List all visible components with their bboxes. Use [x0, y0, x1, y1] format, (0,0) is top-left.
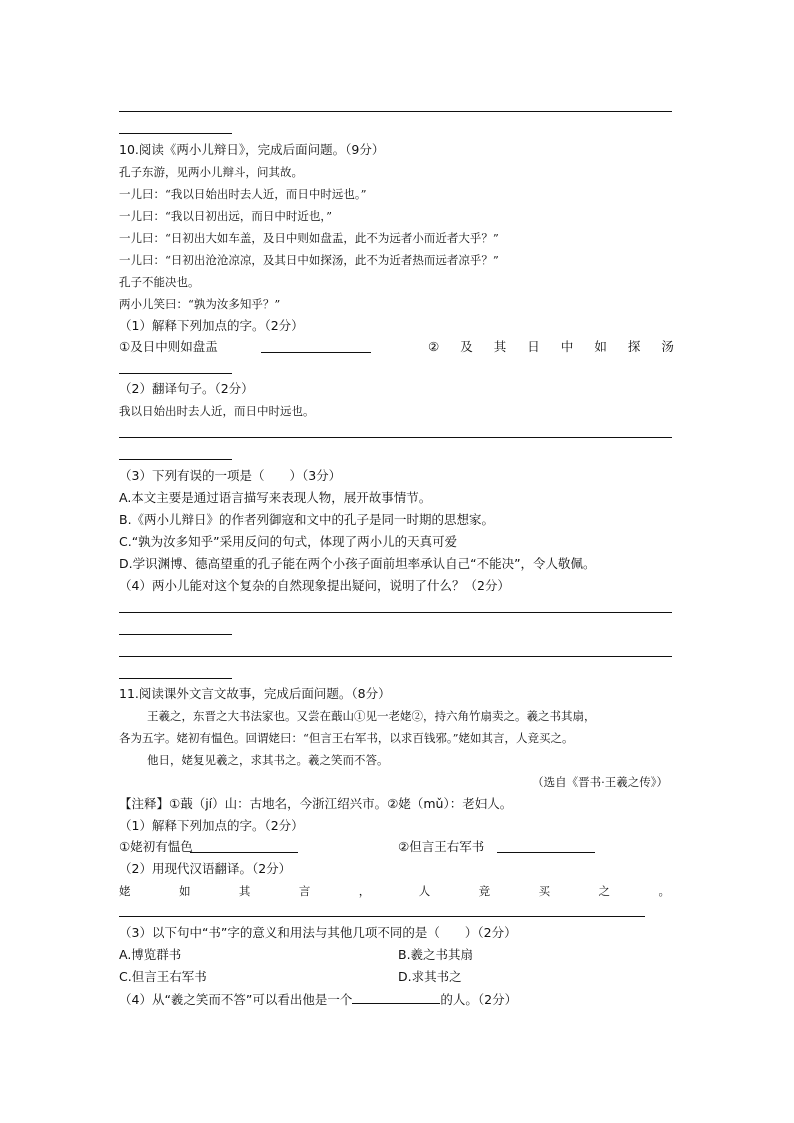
- q11-sub2-prompt: （2）用现代汉语翻译。（2分）: [119, 861, 292, 876]
- char: 中: [560, 339, 574, 354]
- q10-sub1-answer-blank-b[interactable]: [119, 373, 232, 374]
- q11-sub4-prompt-after: 的人。（2分）: [440, 992, 518, 1007]
- q10-passage-line: 一儿曰：“我以日初出远，而日中时近也，”: [119, 209, 333, 223]
- q11-sub3-option-a: A.博览群书: [119, 947, 182, 962]
- q11-sub3-prompt: （3）以下句中“书”字的意义和用法与其他几项不同的是（ ）（2分）: [119, 925, 517, 940]
- char: 及: [460, 339, 473, 354]
- char: 竞: [478, 884, 491, 898]
- q10-sub3-option-b: B.《两小儿辩日》的作者列御寇和文中的孔子是同一时期的思想家。: [119, 512, 495, 527]
- q10-sub1-prompt: （1）解释下列加点的字。（2分）: [119, 318, 304, 333]
- char: 日: [527, 339, 540, 354]
- q10-sub1-item-a: ①及日中则如盘盂: [119, 339, 218, 354]
- q11-note: 【注释】①蕺（jí）山：古地名，今浙江绍兴市。②姥（mǔ）：老妇人。: [119, 796, 513, 811]
- char: 人: [418, 884, 431, 898]
- q10-sub3-prompt: （3）下列有误的一项是（ ）（3分）: [119, 468, 342, 483]
- char: 买: [538, 884, 551, 898]
- q10-passage-line: 一儿曰：“日初出沧沧凉凉，及其日中如探汤，此不为近者热而远者凉乎？”: [119, 253, 499, 267]
- q11-sub1-prompt: （1）解释下列加点的字。（2分）: [119, 818, 304, 833]
- char: 探: [627, 339, 641, 354]
- q11-passage-line: 他日，姥复见羲之，求其书之。羲之笑而不答。: [147, 753, 389, 767]
- char: 如: [594, 339, 607, 354]
- char: ②: [428, 339, 440, 354]
- q10-passage-line: 孔子东游，见两小儿辩斗，问其故。: [119, 165, 303, 179]
- char: ，: [358, 884, 371, 898]
- q10-sub2-prompt: （2）翻译句子。（2分）: [119, 381, 254, 396]
- q11-sub1-item-b: ②但言王右军书: [398, 839, 485, 854]
- q10-sub3-option-d: D.学识渊博、德高望重的孔子能在两个小孩子面前坦率承认自己“不能决”，令人敬佩。: [119, 556, 596, 571]
- q11-source: （选自《晋书·王羲之传》）: [532, 775, 668, 789]
- q11-passage-line: 各为五字。姥初有愠色。回谓姥曰：“但言王右军书，以求百钱邪。”姥如其言，人竞买之。: [119, 731, 574, 745]
- q10-passage-line: 孔子不能决也。: [119, 275, 200, 289]
- q11-sub3-option-b: B.羲之书其扇: [398, 947, 474, 962]
- q10-sub2-answer-line-short[interactable]: [119, 459, 232, 460]
- q10-sub2-answer-line[interactable]: [119, 437, 672, 438]
- q10-sub1-item-b: [428, 339, 674, 355]
- char: 汤: [661, 339, 674, 354]
- q11-sub1-answer-blank-a[interactable]: [190, 852, 298, 853]
- q10-passage-line: 一儿曰：“日初出大如车盖，及日中则如盘盂，此不为远者小而近者大乎？”: [119, 231, 499, 245]
- answer-line-short: [119, 133, 232, 134]
- q10-sub3-option-c: C.“孰为汝多知乎”采用反问的句式，体现了两小儿的天真可爱: [119, 534, 458, 549]
- char: 如: [178, 884, 191, 898]
- q10-sub4-answer-line[interactable]: [119, 612, 672, 613]
- q11-sub2-answer-line[interactable]: [119, 916, 645, 917]
- char: 之: [598, 884, 610, 898]
- q10-passage-line: 两小儿笑曰：“孰为汝多知乎？”: [119, 297, 281, 311]
- q10-title: 10.阅读《两小儿辩日》，完成后面问题。（9分）: [119, 142, 385, 157]
- q10-sub1-answer-blank-a[interactable]: [261, 352, 371, 353]
- q11-sub1-answer-blank-b[interactable]: [497, 852, 595, 853]
- q11-sub4-answer-blank[interactable]: [352, 991, 440, 1004]
- q11-sub3-option-d: D.求其书之: [398, 969, 462, 984]
- q10-sub4-answer-line-short[interactable]: [119, 634, 232, 635]
- q10-sub2-sentence: 我以日始出时去人近，而日中时远也。: [119, 404, 315, 418]
- q10-sub4-answer-line-short[interactable]: [119, 678, 232, 679]
- char: 其: [238, 884, 251, 898]
- q11-sub3-option-c: C.但言王右军书: [119, 969, 207, 984]
- q11-passage-line: 王羲之，东晋之大书法家也。又尝在蕺山①见一老姥②，持六角竹扇卖之。羲之书其扇，: [147, 709, 596, 723]
- q11-title: 11.阅读课外文言文故事，完成后面问题。（8分）: [119, 686, 391, 701]
- char: 言: [298, 884, 311, 898]
- q10-sub4-answer-line[interactable]: [119, 656, 672, 657]
- q10-passage-line: 一儿曰：“我以日始出时去人近，而日中时远也。”: [119, 187, 367, 201]
- q10-sub3-option-a: A.本文主要是通过语言描写来表现人物，展开故事情节。: [119, 490, 432, 505]
- q11-sub4-prompt: [119, 991, 517, 1008]
- q11-sub4-prompt-before: （4）从“羲之笑而不答”可以看出他是一个: [119, 992, 353, 1007]
- q11-sub2-sentence: [119, 883, 670, 899]
- char: 其: [493, 339, 507, 354]
- q11-sub1-item-a: ①姥初有愠色: [119, 839, 193, 854]
- char: 。: [658, 884, 670, 898]
- q10-sub4-prompt: （4）两小儿能对这个复杂的自然现象提出疑问，说明了什么？（2分）: [119, 578, 510, 593]
- char: 姥: [119, 884, 131, 898]
- answer-line: [119, 111, 672, 112]
